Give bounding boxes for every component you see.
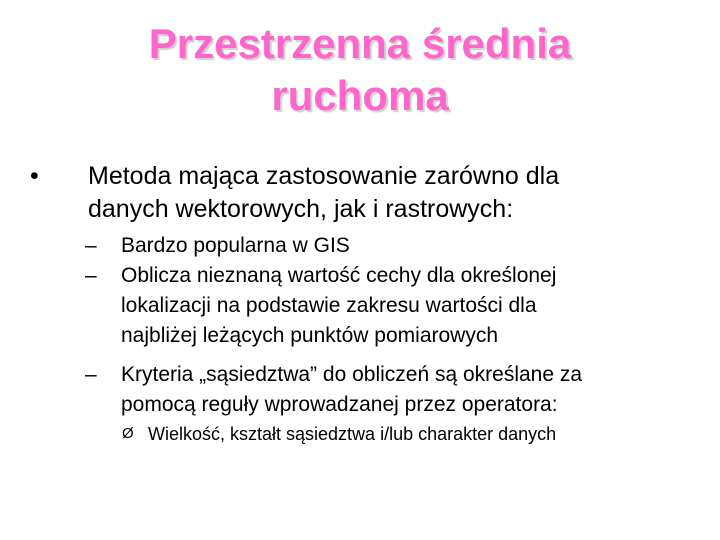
- slide-title: [0, 18, 720, 122]
- sub-item-text: Bardzo popularna w GIS: [121, 234, 350, 257]
- sub-item-text: lokalizacji na podstawie zakresu wartości dla: [121, 294, 537, 317]
- arrow-bullet-icon: Ø: [122, 425, 134, 442]
- sub-sub-item-text: Wielkość, kształt sąsiedztwa i/lub charakter danych: [148, 424, 557, 444]
- sub-item-text: pomocą reguły wprowadzanej przez operatora:: [121, 393, 558, 416]
- slide-title-line-1: Przestrzenna średnia: [148, 20, 572, 67]
- bullet-dot-icon: •: [30, 162, 39, 190]
- sub-item-text: najbliżej leżących punktów pomiarowych: [121, 324, 499, 347]
- dash-icon: –: [85, 234, 97, 257]
- slide-title-line-2: ruchoma: [271, 72, 449, 119]
- dash-icon: –: [85, 363, 97, 386]
- bullet-text-line-2: danych wektorowych, jak i rastrowych:: [88, 195, 514, 223]
- dash-icon: –: [85, 264, 97, 287]
- sub-item-text: Kryteria „sąsiedztwa” do obliczeń są określane za: [121, 363, 583, 386]
- bullet-text-line-1: Metoda mająca zastosowanie zarówno dla: [88, 162, 560, 190]
- sub-item-text: Oblicza nieznaną wartość cechy dla określonej: [121, 264, 557, 287]
